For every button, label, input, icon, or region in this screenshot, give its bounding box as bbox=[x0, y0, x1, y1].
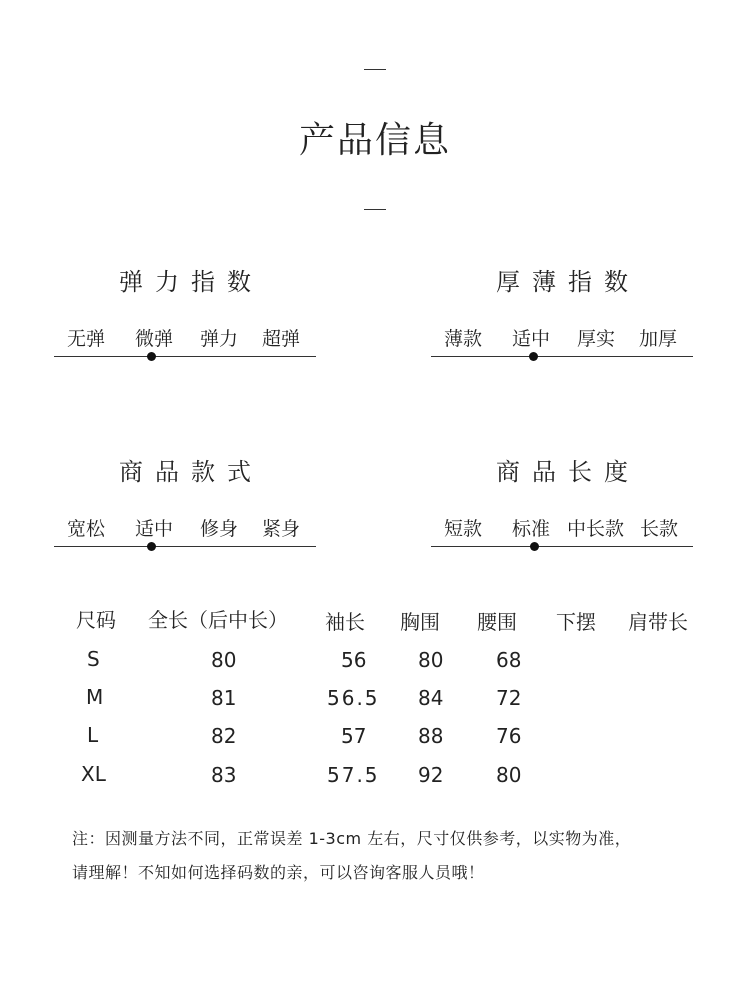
table-cell: 57 bbox=[341, 724, 367, 748]
index-option-selected: 适中 bbox=[512, 328, 551, 350]
table-cell: 72 bbox=[496, 686, 522, 710]
table-header: 肩带长 bbox=[628, 610, 688, 634]
table-cell-size: M bbox=[86, 685, 104, 709]
index-option: 中长款 bbox=[567, 518, 625, 540]
index-option: 无弹 bbox=[67, 328, 106, 350]
table-cell-size: XL bbox=[81, 762, 106, 786]
index-option: 加厚 bbox=[639, 328, 678, 350]
table-cell: 92 bbox=[418, 763, 444, 787]
index-option: 弹力 bbox=[200, 328, 239, 350]
page-title: 产品信息 bbox=[298, 120, 451, 161]
index-option-selected: 适中 bbox=[135, 518, 174, 540]
table-header: 全长（后中长） bbox=[148, 608, 288, 632]
index-option: 紧身 bbox=[262, 518, 301, 540]
table-cell: 80 bbox=[211, 648, 237, 672]
measurement-note-line2: 请理解！不知如何选择码数的亲，可以咨询客服人员哦！ bbox=[72, 863, 485, 882]
table-cell: 83 bbox=[211, 763, 237, 787]
table-header: 胸围 bbox=[400, 610, 440, 634]
table-header: 下摆 bbox=[556, 610, 596, 634]
index-option-selected: 标准 bbox=[512, 518, 551, 540]
table-header: 袖长 bbox=[325, 610, 365, 634]
table-cell: 68 bbox=[496, 648, 522, 672]
index-option-selected: 微弹 bbox=[135, 328, 174, 350]
table-cell: 82 bbox=[211, 724, 237, 748]
table-cell: 56.5 bbox=[327, 686, 380, 710]
table-cell: 56 bbox=[341, 648, 367, 672]
table-cell-size: L bbox=[87, 723, 99, 747]
table-cell: 80 bbox=[418, 648, 444, 672]
table-cell: 88 bbox=[418, 724, 444, 748]
table-cell: 84 bbox=[418, 686, 444, 710]
index-option: 宽松 bbox=[67, 518, 106, 540]
index-title: 商品长度 bbox=[496, 458, 640, 486]
index-option: 薄款 bbox=[444, 328, 483, 350]
table-cell: 76 bbox=[496, 724, 522, 748]
table-cell-size: S bbox=[87, 647, 100, 671]
table-header: 尺码 bbox=[76, 608, 116, 632]
table-header: 腰围 bbox=[477, 610, 517, 634]
index-option: 修身 bbox=[200, 518, 239, 540]
index-option: 厚实 bbox=[577, 328, 616, 350]
index-option: 长款 bbox=[640, 518, 679, 540]
table-cell: 80 bbox=[496, 763, 522, 787]
index-option: 短款 bbox=[444, 518, 483, 540]
table-cell: 81 bbox=[211, 686, 237, 710]
table-cell: 57.5 bbox=[327, 763, 380, 787]
measurement-note-line1: 注：因测量方法不同，正常误差 1-3cm 左右，尺寸仅供参考，以实物为准， bbox=[72, 829, 632, 848]
index-title: 商品款式 bbox=[119, 458, 263, 486]
index-title: 厚薄指数 bbox=[496, 268, 640, 296]
index-title: 弹力指数 bbox=[119, 268, 263, 296]
index-option: 超弹 bbox=[262, 328, 301, 350]
